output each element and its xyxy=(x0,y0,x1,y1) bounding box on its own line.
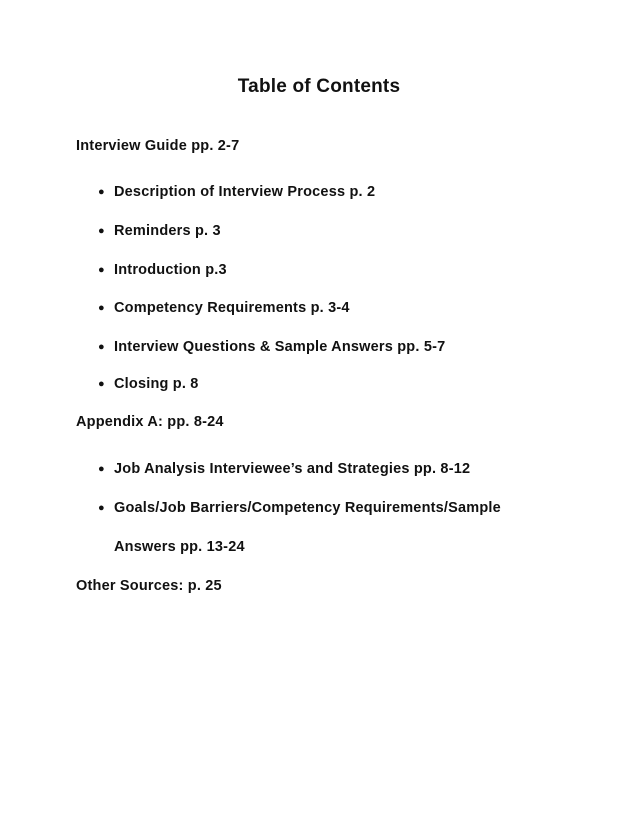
section-heading-interview-guide: Interview Guide pp. 2-7 xyxy=(76,138,240,154)
bullet-icon: ● xyxy=(98,502,105,514)
list-item-text: Goals/Job Barriers/Competency Requirements/Sample xyxy=(114,500,501,516)
list-item xyxy=(98,376,199,392)
list-item xyxy=(98,262,227,278)
page-title: Table of Contents xyxy=(237,76,401,97)
list-item xyxy=(98,300,350,316)
list-item xyxy=(98,500,501,516)
bullet-icon: ● xyxy=(98,225,105,237)
section-heading-other-sources: Other Sources: p. 25 xyxy=(76,578,222,594)
list-item-text: Description of Interview Process p. 2 xyxy=(114,184,376,200)
list-item-text: Competency Requirements p. 3-4 xyxy=(114,300,350,316)
list-item-text: Closing p. 8 xyxy=(114,376,199,392)
bullet-icon: ● xyxy=(98,463,105,475)
bullet-icon: ● xyxy=(98,186,105,198)
list-item xyxy=(98,461,470,477)
list-item xyxy=(98,339,445,355)
list-item xyxy=(98,223,221,239)
bullet-icon: ● xyxy=(98,341,105,353)
list-item xyxy=(98,184,375,200)
list-item-continuation: Answers pp. 13-24 xyxy=(114,539,245,555)
list-item-text: Reminders p. 3 xyxy=(114,223,221,239)
section-heading-appendix-a: Appendix A: pp. 8-24 xyxy=(76,414,224,430)
list-item-text: Introduction p.3 xyxy=(114,262,227,278)
bullet-icon: ● xyxy=(98,264,105,276)
list-item-text: Job Analysis Interviewee’s and Strategies pp. 8-12 xyxy=(114,461,471,477)
bullet-icon: ● xyxy=(98,302,105,314)
list-item-text: Interview Questions & Sample Answers pp. 5-7 xyxy=(114,339,446,355)
bullet-icon: ● xyxy=(98,378,105,390)
